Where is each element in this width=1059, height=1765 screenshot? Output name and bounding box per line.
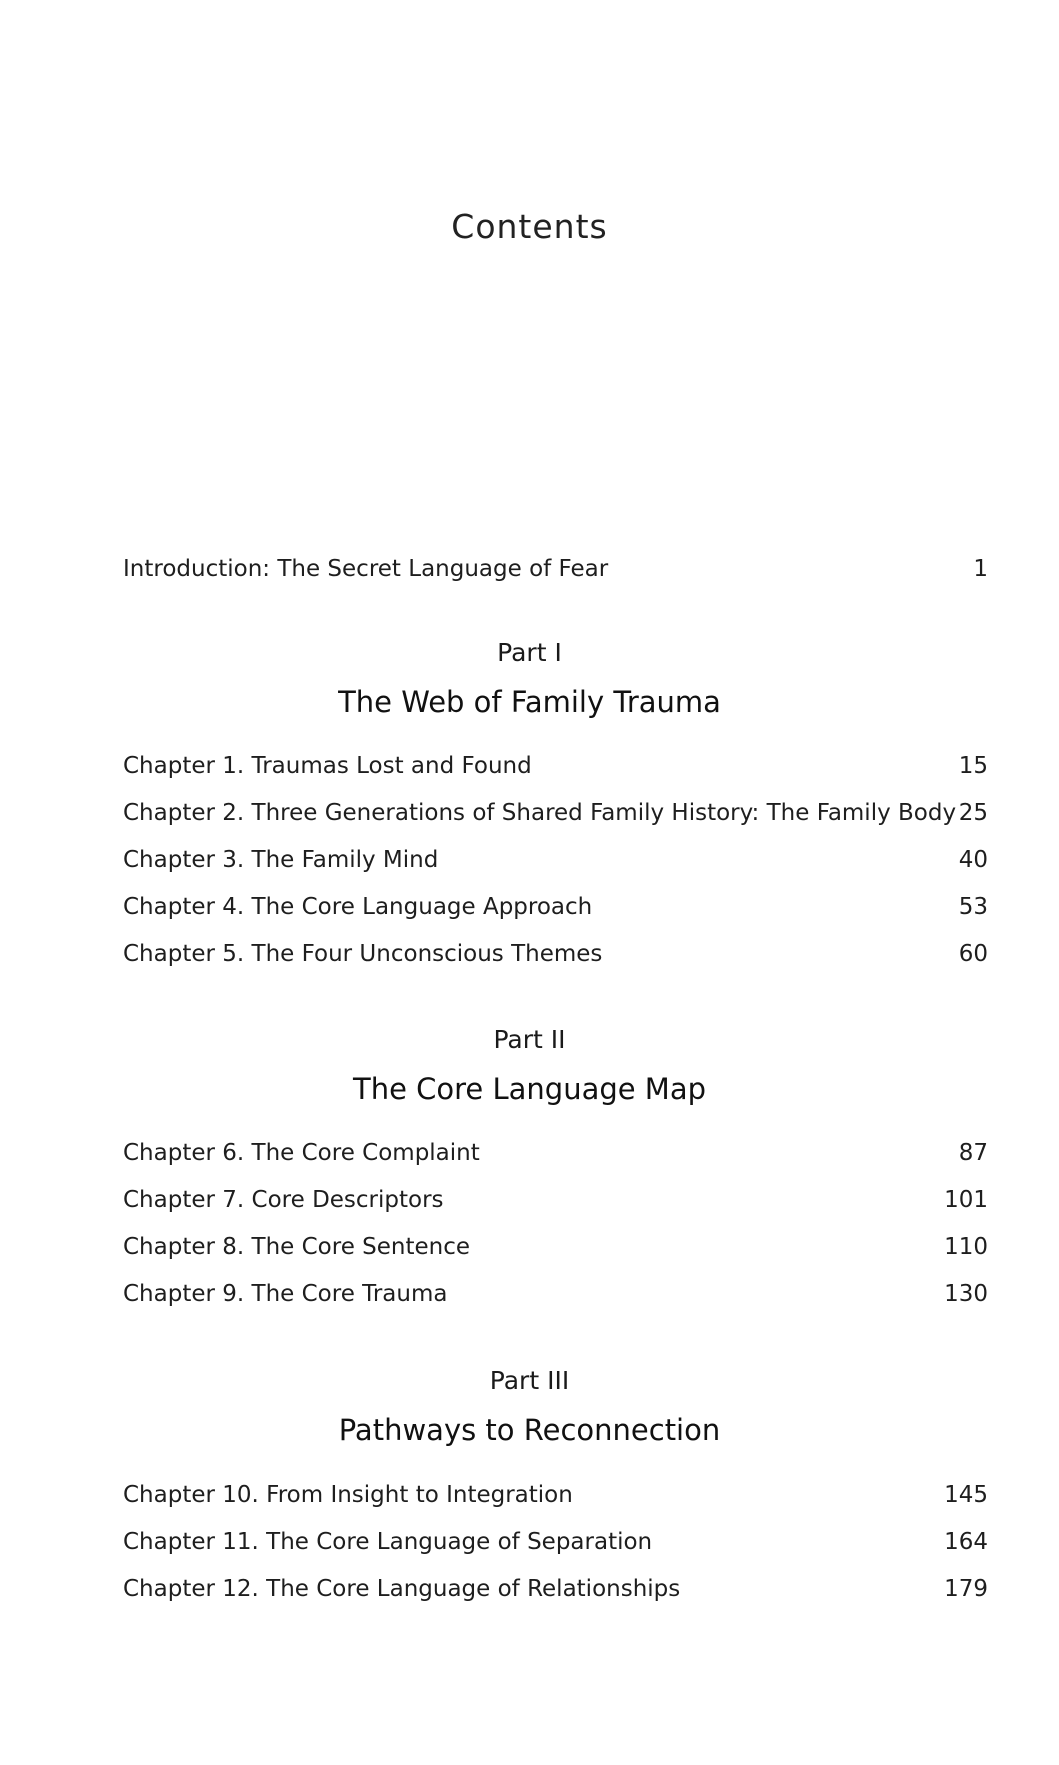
toc-entry-chapter-5 <box>123 941 988 967</box>
toc-entry-page: 145 <box>944 1482 988 1508</box>
part-3-title: Pathways to Reconnection <box>338 1413 721 1447</box>
toc-entry-label: Chapter 2. Three Generations of Shared Family History: The Family Body <box>123 800 957 826</box>
toc-entry-chapter-3 <box>123 847 988 873</box>
toc-entry-chapter-12 <box>123 1576 988 1602</box>
toc-entry-chapter-4 <box>123 894 988 920</box>
toc-entry-page: 110 <box>944 1234 988 1260</box>
toc-entry-label: Chapter 10. From Insight to Integration <box>123 1482 573 1508</box>
part-1-heading: Part I <box>497 638 562 667</box>
toc-entry-chapter-9 <box>123 1281 988 1307</box>
part-3-heading: Part III <box>489 1366 570 1395</box>
part-2-title: The Core Language Map <box>352 1072 707 1106</box>
toc-entry-chapter-11 <box>123 1529 988 1555</box>
part-2-heading: Part II <box>493 1025 566 1054</box>
page-title: Contents <box>451 207 608 246</box>
toc-entry-page: 179 <box>944 1576 988 1602</box>
toc-entry-chapter-1 <box>123 753 988 779</box>
toc-entry-page: 164 <box>944 1529 988 1555</box>
toc-entry-label: Introduction: The Secret Language of Fear <box>123 556 609 582</box>
toc-entry-page: 15 <box>958 753 988 779</box>
toc-entry-page: 1 <box>973 556 988 582</box>
toc-entry-label: Chapter 9. The Core Trauma <box>123 1281 448 1307</box>
toc-entry-page: 40 <box>958 847 988 873</box>
toc-entry-page: 25 <box>958 800 988 826</box>
toc-entry-label: Chapter 8. The Core Sentence <box>123 1234 471 1260</box>
toc-entry-introduction <box>123 556 988 582</box>
toc-entry-chapter-2 <box>123 800 988 826</box>
toc-entry-chapter-7 <box>123 1187 988 1213</box>
toc-entry-label: Chapter 6. The Core Complaint <box>123 1140 480 1166</box>
toc-entry-label: Chapter 5. The Four Unconscious Themes <box>123 941 603 967</box>
toc-entry-label: Chapter 12. The Core Language of Relationships <box>123 1576 681 1602</box>
toc-entry-chapter-8 <box>123 1234 988 1260</box>
toc-entry-label: Chapter 7. Core Descriptors <box>123 1187 444 1213</box>
toc-entry-label: Chapter 1. Traumas Lost and Found <box>123 753 532 779</box>
toc-entry-chapter-6 <box>123 1140 988 1166</box>
toc-entry-label: Chapter 11. The Core Language of Separation <box>123 1529 653 1555</box>
toc-entry-chapter-10 <box>123 1482 988 1508</box>
toc-entry-label: Chapter 3. The Family Mind <box>123 847 439 873</box>
toc-entry-page: 101 <box>944 1187 988 1213</box>
toc-entry-page: 60 <box>958 941 988 967</box>
toc-entry-label: Chapter 4. The Core Language Approach <box>123 894 593 920</box>
toc-entry-page: 87 <box>958 1140 988 1166</box>
toc-entry-page: 53 <box>958 894 988 920</box>
part-1-title: The Web of Family Trauma <box>338 685 721 719</box>
toc-entry-page: 130 <box>944 1281 988 1307</box>
